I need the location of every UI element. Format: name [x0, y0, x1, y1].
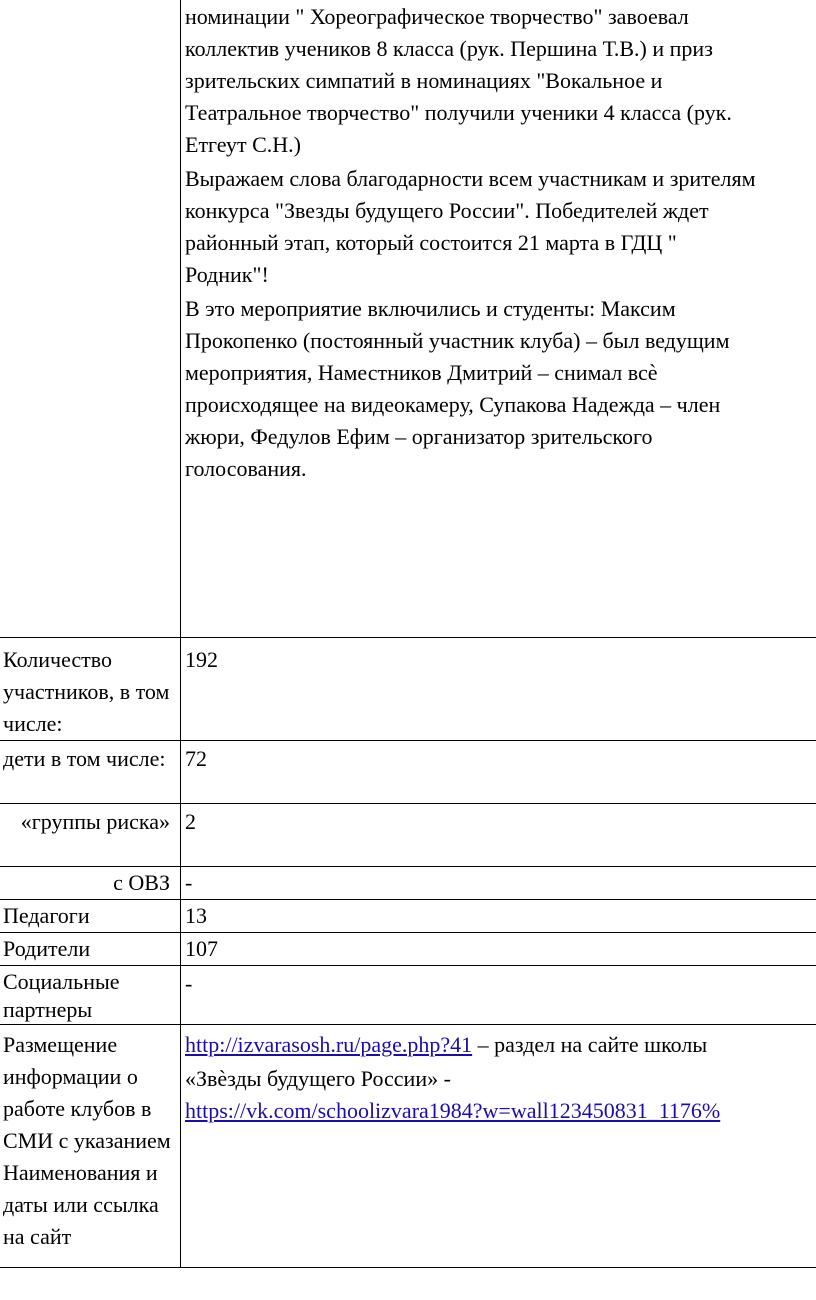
- narrative-paragraph-2: [185, 163, 816, 291]
- media-cell: [181, 1025, 816, 1268]
- teachers-row: [0, 900, 816, 933]
- narrative-line: В это мероприятие включились и студенты: Максим: [185, 296, 676, 321]
- risk-group-row: [0, 804, 816, 867]
- teachers-label: Педагоги: [0, 900, 181, 933]
- narrative-line: голосования.: [185, 456, 307, 481]
- children-label: дети в том числе:: [0, 741, 181, 804]
- risk-group-label: «группы риска»: [0, 804, 181, 867]
- parents-row: [0, 933, 816, 966]
- total-participants-row: [0, 638, 816, 741]
- narrative-line: Родник"!: [185, 262, 269, 287]
- social-partners-row: [0, 966, 816, 1025]
- narrative-line: Прокопенко (постоянный участник клуба) – был ведущим: [185, 328, 730, 353]
- narrative-line: номинации " Хореографическое творчество" завоевал: [185, 4, 689, 29]
- media-event-text: «Звѐзды будущего России» -: [185, 1066, 451, 1091]
- disabilities-label: с ОВЗ: [0, 867, 181, 900]
- vk-post-link[interactable]: https://vk.com/schoolizvara1984?w=wall123450831_1176%: [185, 1098, 721, 1123]
- narrative-line: жюри, Федулов Ефим – организатор зрительского: [185, 424, 653, 449]
- narrative-label-cell: [0, 0, 181, 638]
- children-value: 72: [181, 741, 816, 804]
- disabilities-value: -: [181, 867, 816, 900]
- teachers-value: 13: [181, 900, 816, 933]
- narrative-line: районный этап, который состоится 21 марта в ГДЦ ": [185, 230, 677, 255]
- media-label: Размещение информации о работе клубов в СМИ с указанием Наименования и даты или ссылка на сайт: [0, 1025, 181, 1268]
- narrative-line: происходящее на видеокамеру, Супакова Надежда – член: [185, 392, 721, 417]
- media-line-3: [185, 1095, 816, 1127]
- total-participants-value: 192: [181, 638, 816, 741]
- narrative-line: Театральное творчество" получили ученики 4 класса (рук.: [185, 100, 732, 125]
- narrative-line: зрительских симпатий в номинациях "Вокальное и: [185, 68, 663, 93]
- social-partners-value: -: [181, 966, 816, 1025]
- disabilities-row: [0, 867, 816, 900]
- social-partners-label: Социальные партнеры: [0, 966, 181, 1025]
- media-line-1: [185, 1029, 816, 1061]
- narrative-paragraph-3: [185, 293, 816, 485]
- school-site-link[interactable]: http://izvarasosh.ru/page.php?41: [185, 1032, 473, 1057]
- narrative-paragraph-1: [185, 1, 816, 161]
- narrative-line: конкурса "Звезды будущего России". Победителей ждет: [185, 198, 709, 223]
- parents-label: Родители: [0, 933, 181, 966]
- narrative-line: мероприятия, Наместников Дмитрий – снимал всѐ: [185, 360, 658, 385]
- total-participants-label: Количество участников, в том числе:: [0, 638, 181, 741]
- parents-value: 107: [181, 933, 816, 966]
- narrative-line: коллектив учеников 8 класса (рук. Першина Т.В.) и приз: [185, 36, 713, 61]
- school-site-link-suffix: – раздел на сайте школы: [472, 1032, 708, 1057]
- narrative-row: [0, 0, 816, 638]
- narrative-line: Етгеут С.Н.): [185, 132, 302, 157]
- children-row: [0, 741, 816, 804]
- media-row: [0, 1025, 816, 1268]
- risk-group-value: 2: [181, 804, 816, 867]
- narrative-cell: [181, 0, 816, 638]
- narrative-line: Выражаем слова благодарности всем участникам и зрителям: [185, 166, 756, 191]
